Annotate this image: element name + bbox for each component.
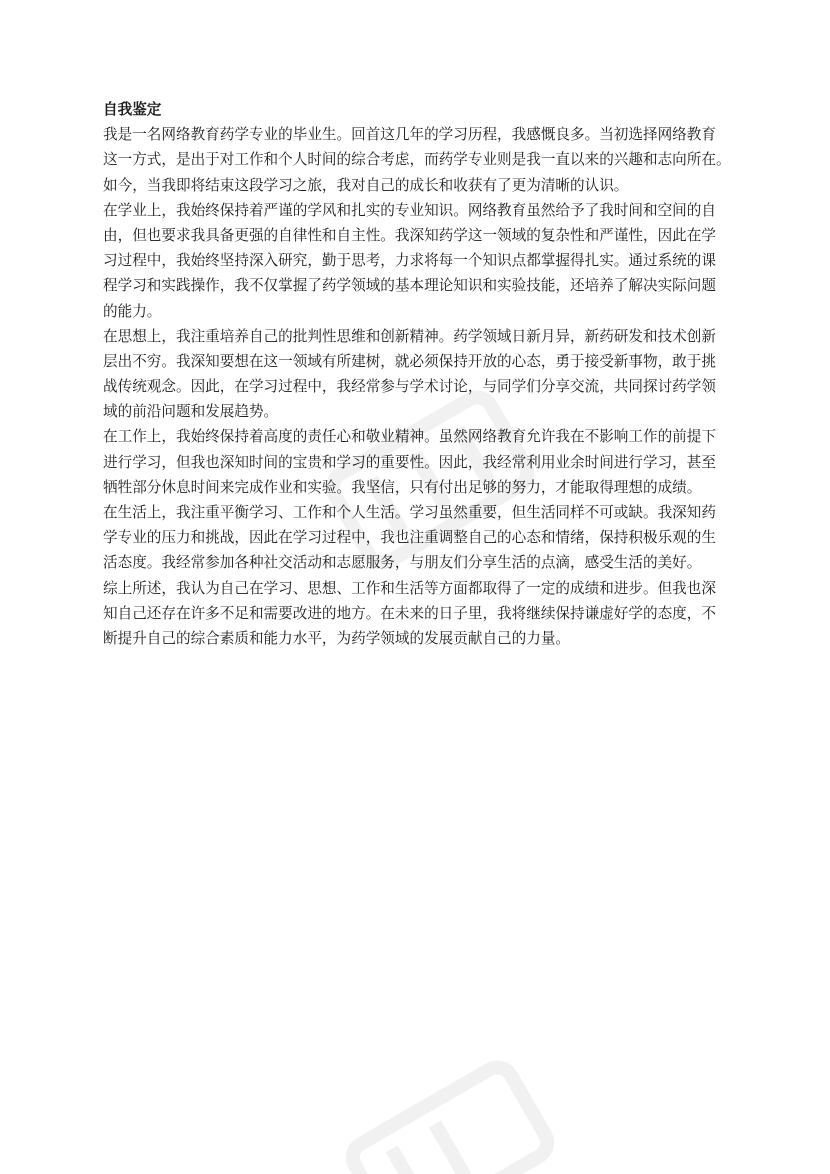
paragraph-intro	[103, 122, 743, 198]
document-body	[103, 97, 743, 651]
document-title: 自我鉴定	[103, 101, 162, 118]
text-line: 这一方式，是出于对工作和个人时间的综合考虑，而药学专业则是我一直以来的兴趣和志向所在。	[103, 151, 731, 169]
text-line: 程学习和实践操作，我不仅掌握了药学领域的基本理论知识和实验技能，还培养了解决实际问题	[103, 277, 716, 295]
text-line: 综上所述，我认为自己在学习、思想、工作和生活等方面都取得了一定的成绩和进步。但我也深	[103, 579, 716, 597]
text-line: 域的前沿问题和发展趋势。	[103, 403, 279, 421]
text-line: 如今，当我即将结束这段学习之旅，我对自己的成长和收获有了更为清晰的认识。	[103, 176, 629, 194]
text-line: 层出不穷。我深知要想在这一领域有所建树，就必须保持开放的心态，勇于接受新事物，敢于挑	[103, 352, 716, 370]
text-line: 在工作上，我始终保持着高度的责任心和敬业精神。虽然网络教育允许我在不影响工作的前提下	[103, 428, 716, 446]
text-line: 由，但也要求我具备更强的自律性和自主性。我深知药学这一领域的复杂性和严谨性，因此在学	[103, 226, 716, 244]
text-line: 在思想上，我注重培养自己的批判性思维和创新精神。药学领域日新月异，新药研发和技术创新	[103, 327, 716, 345]
watermark-logo-bottom	[320, 1050, 580, 1174]
text-line: 知自己还存在许多不足和需要改进的地方。在未来的日子里，我将继续保持谦虚好学的态度，不	[103, 604, 716, 622]
text-line: 进行学习，但我也深知时间的宝贵和学习的重要性。因此，我经常利用业余时间进行学习，甚至	[103, 453, 716, 471]
text-line: 我是一名网络教育药学专业的毕业生。回首这几年的学习历程，我感慨良多。当初选择网络教育	[103, 126, 716, 144]
paragraph-academics	[103, 198, 743, 324]
text-line: 习过程中，我始终坚持深入研究，勤于思考，力求将每一个知识点都掌握得扎实。通过系统的课	[103, 252, 716, 270]
text-line: 战传统观念。因此，在学习过程中，我经常参与学术讨论，与同学们分享交流，共同探讨药学领	[103, 378, 716, 396]
text-line: 学专业的压力和挑战，因此在学习过程中，我也注重调整自己的心态和情绪，保持积极乐观的生	[103, 529, 716, 547]
text-line: 断提升自己的综合素质和能力水平，为药学领域的发展贡献自己的力量。	[103, 629, 571, 647]
paragraph-life	[103, 500, 743, 576]
text-line: 在生活上，我注重平衡学习、工作和个人生活。学习虽然重要，但生活同样不可或缺。我深知药	[103, 504, 716, 521]
text-line: 在学业上，我始终保持着严谨的学风和扎实的专业知识。网络教育虽然给予了我时间和空间的自	[103, 201, 716, 219]
paragraph-thinking	[103, 324, 743, 425]
text-line: 的能力。	[103, 302, 162, 320]
text-line: 活态度。我经常参加各种社交活动和志愿服务，与朋友们分享生活的点滴，感受生活的美好。	[103, 554, 702, 572]
paragraph-work	[103, 424, 743, 500]
text-line: 牺牲部分休息时间来完成作业和实验。我坚信，只有付出足够的努力，才能取得理想的成绩。	[103, 478, 702, 496]
paragraph-summary	[103, 576, 743, 652]
